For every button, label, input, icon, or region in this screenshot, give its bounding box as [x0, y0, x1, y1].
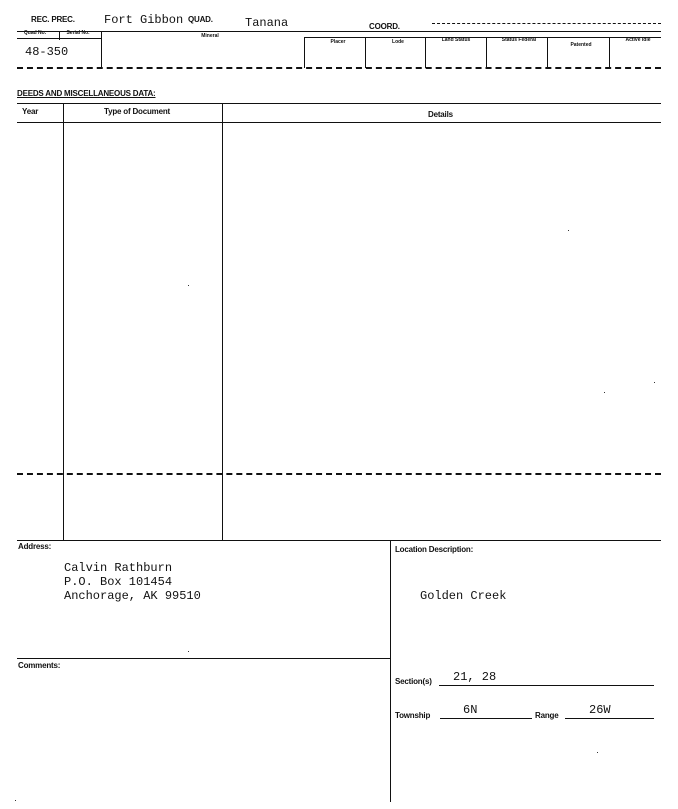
range-underline	[565, 718, 654, 719]
range-value: 26W	[589, 703, 611, 717]
header-divider	[609, 37, 610, 68]
comments-label: Comments:	[18, 661, 61, 670]
header-divider	[304, 37, 305, 68]
location-label: Location Description:	[395, 545, 474, 554]
col-placer-label: Placer	[330, 39, 346, 45]
scan-speck	[568, 230, 569, 231]
address-block	[64, 561, 201, 603]
quad-label: QUAD.	[188, 15, 213, 24]
col-patented-label: Patented	[570, 42, 592, 48]
header-divider	[486, 37, 487, 68]
deeds-rule-top	[17, 103, 661, 104]
scan-speck	[188, 285, 189, 286]
col-land-status-label: Land Status	[441, 37, 471, 43]
scan-speck	[604, 392, 605, 393]
scan-speck	[15, 800, 16, 801]
col-status-federal-label: Status Federal	[501, 37, 537, 43]
deeds-rule-dashed	[17, 473, 661, 475]
deeds-col-year: Year	[22, 107, 39, 116]
deeds-col-type: Type of Document	[104, 107, 170, 116]
address-line-name: Calvin Rathburn	[64, 561, 173, 575]
township-underline	[440, 718, 532, 719]
scan-speck	[654, 382, 655, 383]
sections-value: 21, 28	[453, 670, 497, 684]
header-divider	[101, 31, 102, 68]
deeds-rule-header	[17, 122, 661, 123]
lower-rule-top	[17, 540, 661, 541]
rec-prec-value: Fort Gibbon	[104, 13, 184, 27]
location-value: Golden Creek	[420, 589, 507, 603]
deeds-col-details: Details	[428, 110, 453, 119]
header-rule-columns	[304, 37, 661, 38]
coord-label: COORD.	[369, 22, 400, 31]
header-divider	[59, 31, 60, 40]
rec-prec-label: REC. PREC.	[31, 15, 75, 24]
range-label: Range	[535, 711, 559, 720]
address-line-city: Anchorage, AK 99510	[64, 589, 201, 603]
header-rule-top	[17, 31, 661, 32]
quad-value: Tanana	[245, 16, 289, 30]
col-lode-label: Lode	[392, 39, 404, 45]
col-quad-no-label: Quad No.	[23, 30, 47, 36]
address-label: Address:	[18, 542, 52, 551]
comments-rule	[17, 658, 390, 659]
header-divider	[547, 37, 548, 68]
scan-speck	[597, 752, 598, 753]
sections-label: Section(s)	[395, 677, 432, 686]
township-label: Township	[395, 711, 431, 720]
deeds-title: DEEDS AND MISCELLANEOUS DATA:	[17, 89, 156, 98]
col-serial-no-label: Serial No.	[66, 30, 90, 36]
col-mineral-label: Mineral	[201, 33, 219, 39]
township-value: 6N	[463, 703, 478, 717]
header-rule-bottom	[17, 67, 661, 69]
scan-speck	[188, 651, 189, 652]
header-rule-dash-right	[432, 23, 661, 24]
address-line-box: P.O. Box 101454	[64, 575, 173, 589]
lower-divider-vertical	[390, 540, 391, 802]
quad-no-value: 48-350	[25, 45, 69, 59]
col-active-idle-label: Active Idle	[625, 37, 651, 43]
sections-underline	[439, 685, 654, 686]
header-divider	[425, 37, 426, 68]
header-divider	[365, 37, 366, 68]
